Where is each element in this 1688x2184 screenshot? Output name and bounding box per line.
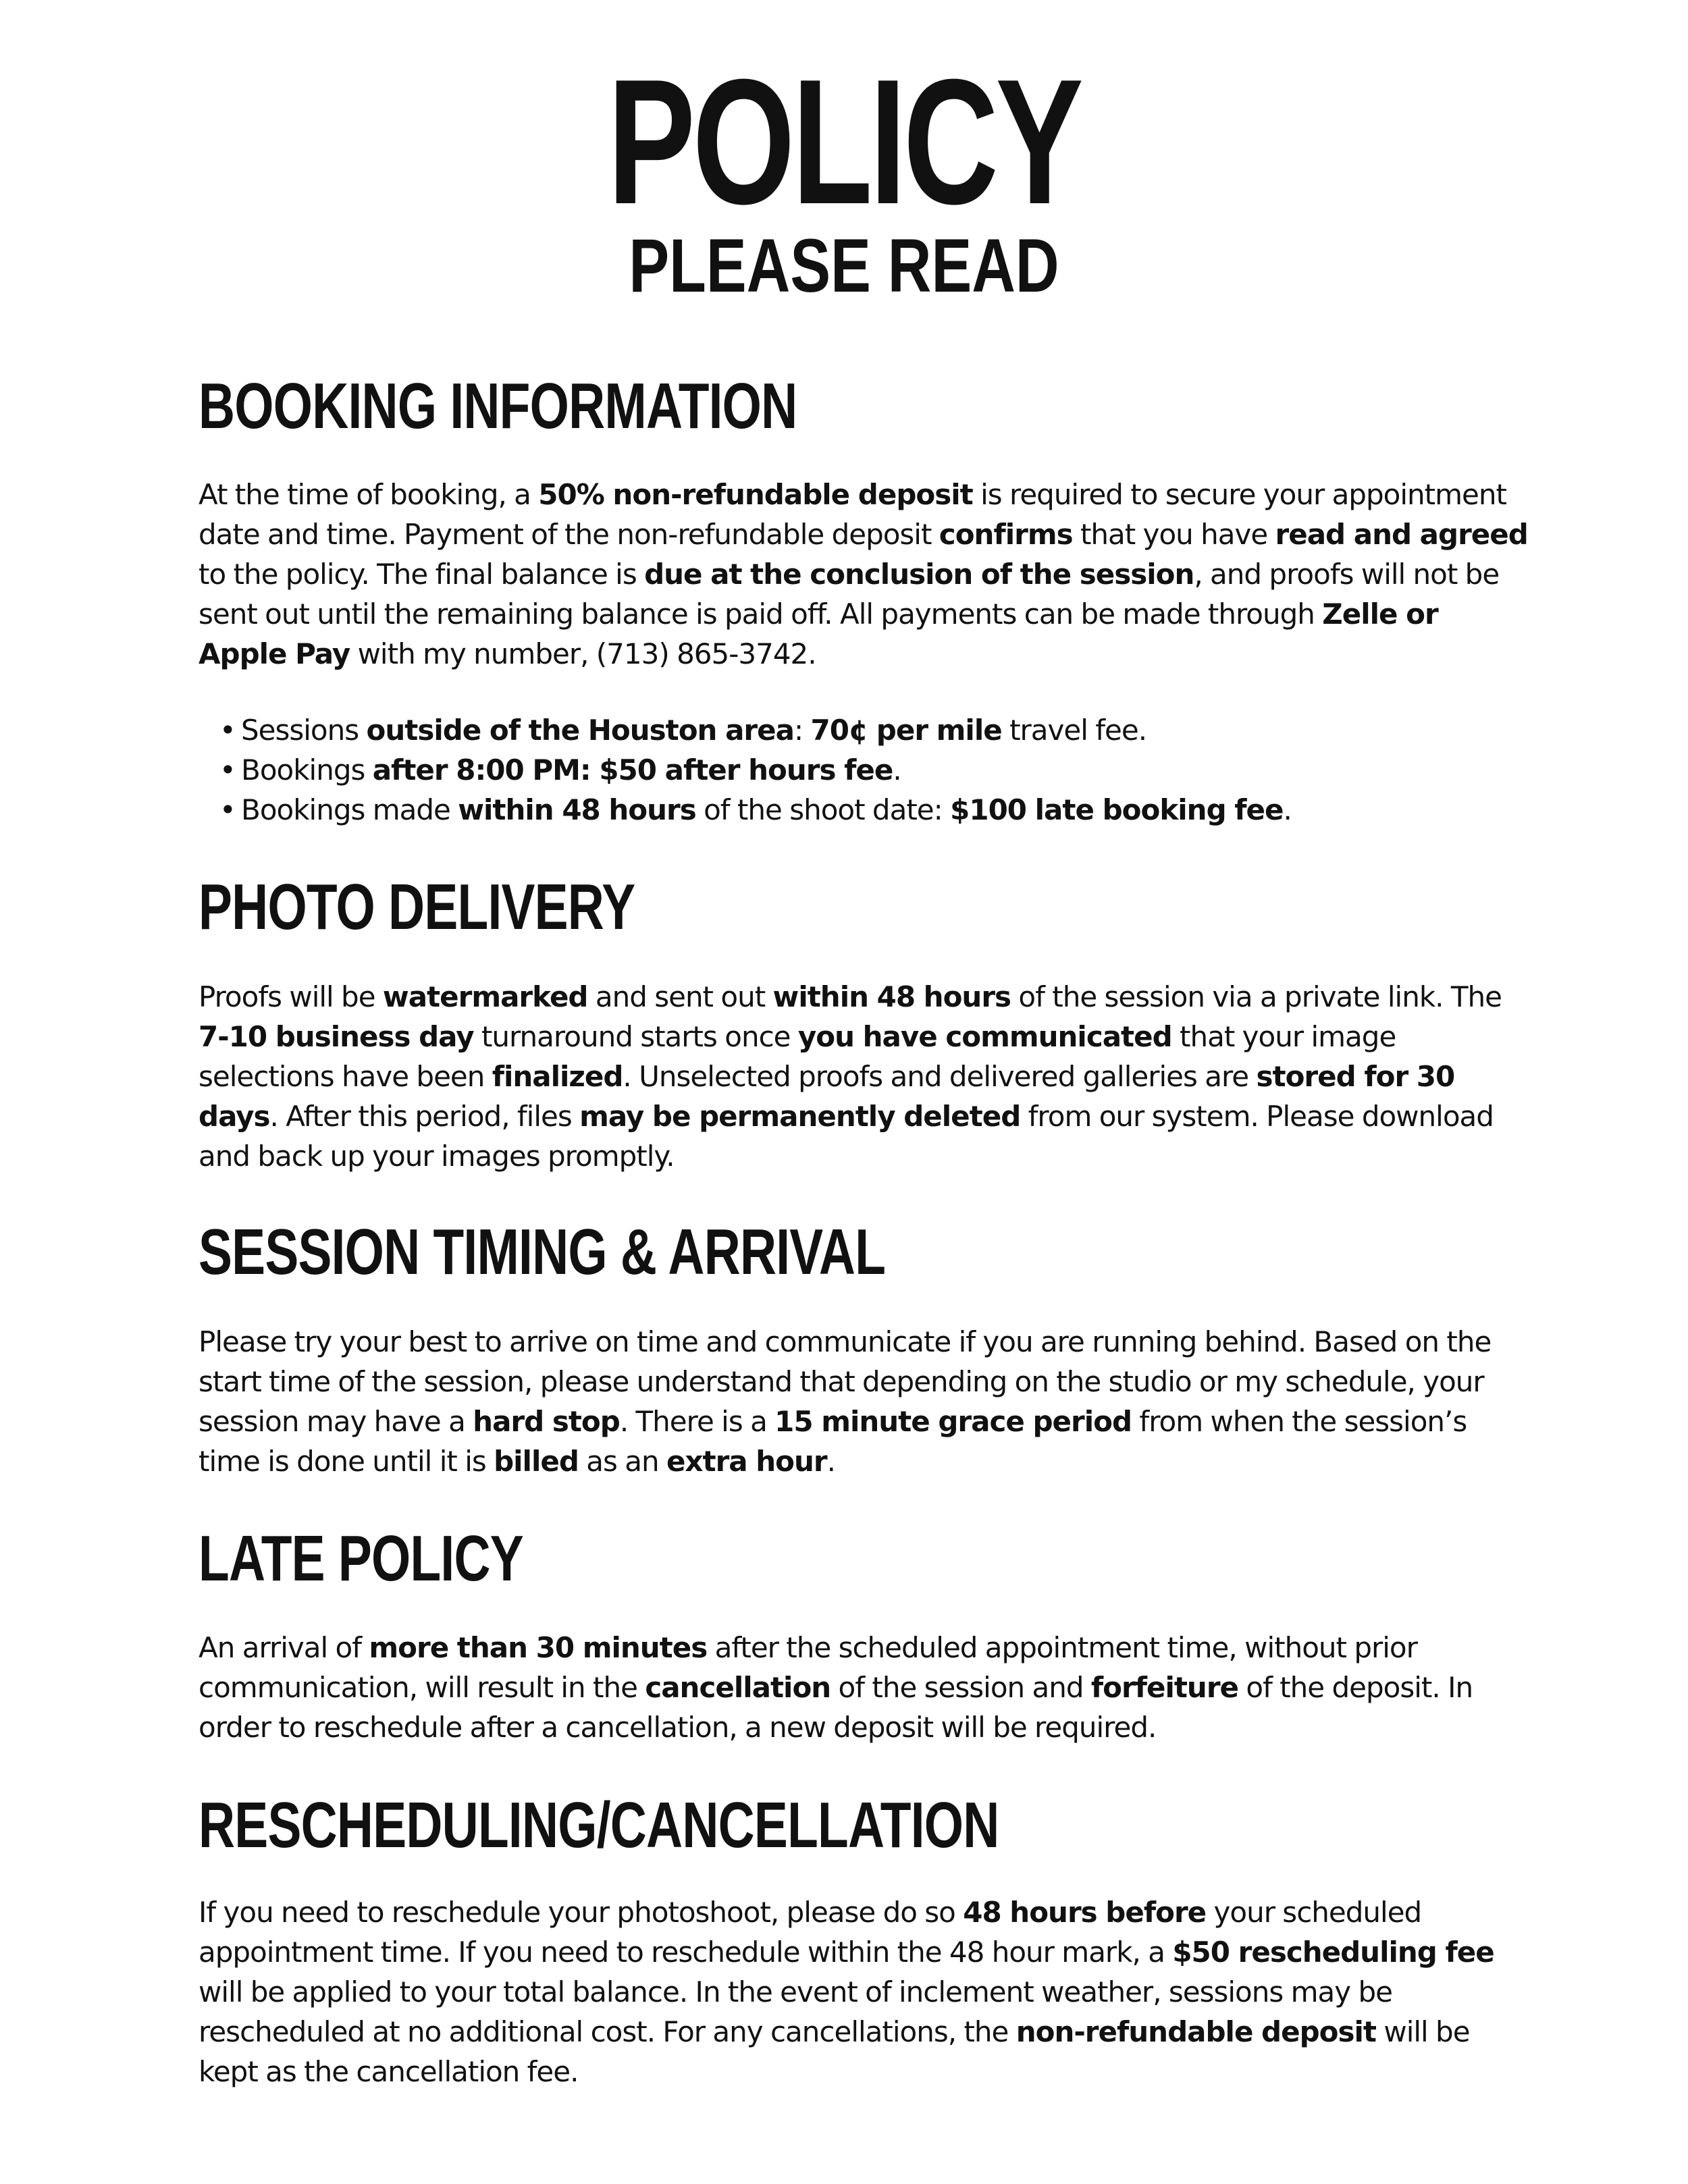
text-run: after the scheduled appointment time, without prior communication, will result in the [199, 1631, 1417, 1704]
bold-run: finalized [492, 1060, 623, 1093]
bullet-icon: • [219, 793, 236, 826]
text-run: as an [578, 1445, 666, 1478]
bold-run: 70¢ per mile [810, 714, 1002, 747]
text-run: from our system. Please download and back up your images promptly. [199, 1100, 1494, 1173]
text-run: Bookings made [241, 793, 458, 826]
text-run: and sent out [587, 980, 773, 1013]
timing-paragraph [199, 1322, 1532, 1481]
bold-run: $100 late booking fee [950, 793, 1284, 826]
bold-run: more than 30 minutes [369, 1631, 708, 1664]
timing-heading: SESSION TIMING & ARRIVAL [199, 1216, 886, 1288]
list-item [219, 710, 1529, 750]
booking-fee-list [219, 710, 1529, 830]
late-paragraph [199, 1628, 1532, 1747]
text-run: of the shoot date: [695, 793, 951, 826]
text-run: that your image selections have been [199, 1020, 1396, 1093]
list-item [219, 790, 1529, 830]
bold-run: hard stop [473, 1405, 620, 1438]
page-subtitle: PLEASE READ [629, 223, 1059, 308]
bold-run: $50 rescheduling fee [1172, 1936, 1494, 1969]
text-run: At the time of booking, a [199, 478, 539, 511]
text-run: will be applied to your total balance. In the event of inclement weather, sessions may be rescheduled at no additional cost. For any cancellations, the [199, 1975, 1392, 2048]
text-run: from when the session’s time is done until it is [199, 1405, 1467, 1478]
text-run: : [793, 714, 811, 747]
text-run: Proofs will be [199, 980, 383, 1013]
bold-run: you have communicated [797, 1020, 1172, 1053]
bold-run: Zelle or Apple Pay [199, 597, 1438, 670]
bold-run: watermarked [382, 980, 588, 1013]
text-run: of the session and [830, 1671, 1091, 1704]
text-run: turnaround starts once [473, 1020, 798, 1053]
reschedule-paragraph [199, 1892, 1532, 2092]
late-heading: LATE POLICY [199, 1522, 523, 1595]
bold-run: stored for 30 days [199, 1060, 1455, 1133]
text-run: will be kept as the cancellation fee. [199, 2015, 1470, 2088]
text-run: . [1283, 793, 1292, 826]
text-run: travel fee. [1001, 714, 1147, 747]
bold-run: may be permanently deleted [579, 1100, 1021, 1133]
text-run: of the session via a private link. The [1011, 980, 1502, 1013]
text-run: is required to secure your appointment date and time. Payment of the non-refundable deposit [199, 478, 1506, 551]
text-run: An arrival of [199, 1631, 369, 1664]
bold-run: extra hour [666, 1445, 827, 1478]
text-run: . After this period, files [269, 1100, 580, 1133]
bold-run: forfeiture [1090, 1671, 1239, 1704]
text-run: . [826, 1445, 835, 1478]
text-run: , and proofs will not be sent out until the remaining balance is paid off. All payments can be made through [199, 558, 1500, 631]
bold-run: 48 hours before [963, 1896, 1207, 1929]
bold-run: billed [494, 1445, 579, 1478]
bold-run: read and agreed [1275, 518, 1528, 551]
bold-run: 15 minute grace period [774, 1405, 1132, 1438]
text-run: Sessions [241, 714, 367, 747]
reschedule-heading: RESCHEDULING/CANCELLATION [199, 1789, 999, 1861]
booking-heading: BOOKING INFORMATION [199, 370, 797, 442]
delivery-paragraph [199, 977, 1532, 1176]
text-run: of the deposit. In order to reschedule after a cancellation, a new deposit will be required. [199, 1671, 1473, 1744]
bold-run: non-refundable deposit [1016, 2015, 1376, 2048]
bold-run: 7-10 business day [199, 1020, 474, 1053]
text-run: If you need to reschedule your photoshoot, please do so [199, 1896, 964, 1929]
bold-run: after 8:00 PM: $50 after hours fee [372, 753, 893, 787]
bold-run: cancellation [645, 1671, 831, 1704]
bold-run: 50% non-refundable deposit [538, 478, 973, 511]
text-run: . Unselected proofs and delivered galleries are [623, 1060, 1257, 1093]
bold-run: within 48 hours [458, 793, 696, 826]
bullet-icon: • [219, 714, 236, 747]
text-run: to the policy. The final balance is [199, 558, 645, 591]
page-title: POLICY [607, 42, 1081, 241]
text-run: . [893, 753, 901, 787]
text-run: that you have [1072, 518, 1275, 551]
list-item [219, 750, 1529, 790]
bullet-icon: • [219, 753, 236, 787]
bold-run: due at the conclusion of the session [644, 558, 1194, 591]
bold-run: confirms [939, 518, 1073, 551]
bold-run: outside of the Houston area [366, 714, 794, 747]
text-run: your scheduled appointment time. If you need to reschedule within the 48 hour mark, a [199, 1896, 1422, 1969]
text-run: Bookings [241, 753, 373, 787]
text-run: with my number, (713) 865-3742. [350, 637, 816, 670]
text-run: . There is a [619, 1405, 775, 1438]
bold-run: within 48 hours [772, 980, 1011, 1013]
booking-paragraph [199, 475, 1532, 674]
delivery-heading: PHOTO DELIVERY [199, 871, 635, 943]
text-run: Please try your best to arrive on time and communicate if you are running behind. Based on the start time of the session, please understand that depending on the studio or my schedule, your session may have a [199, 1325, 1492, 1438]
